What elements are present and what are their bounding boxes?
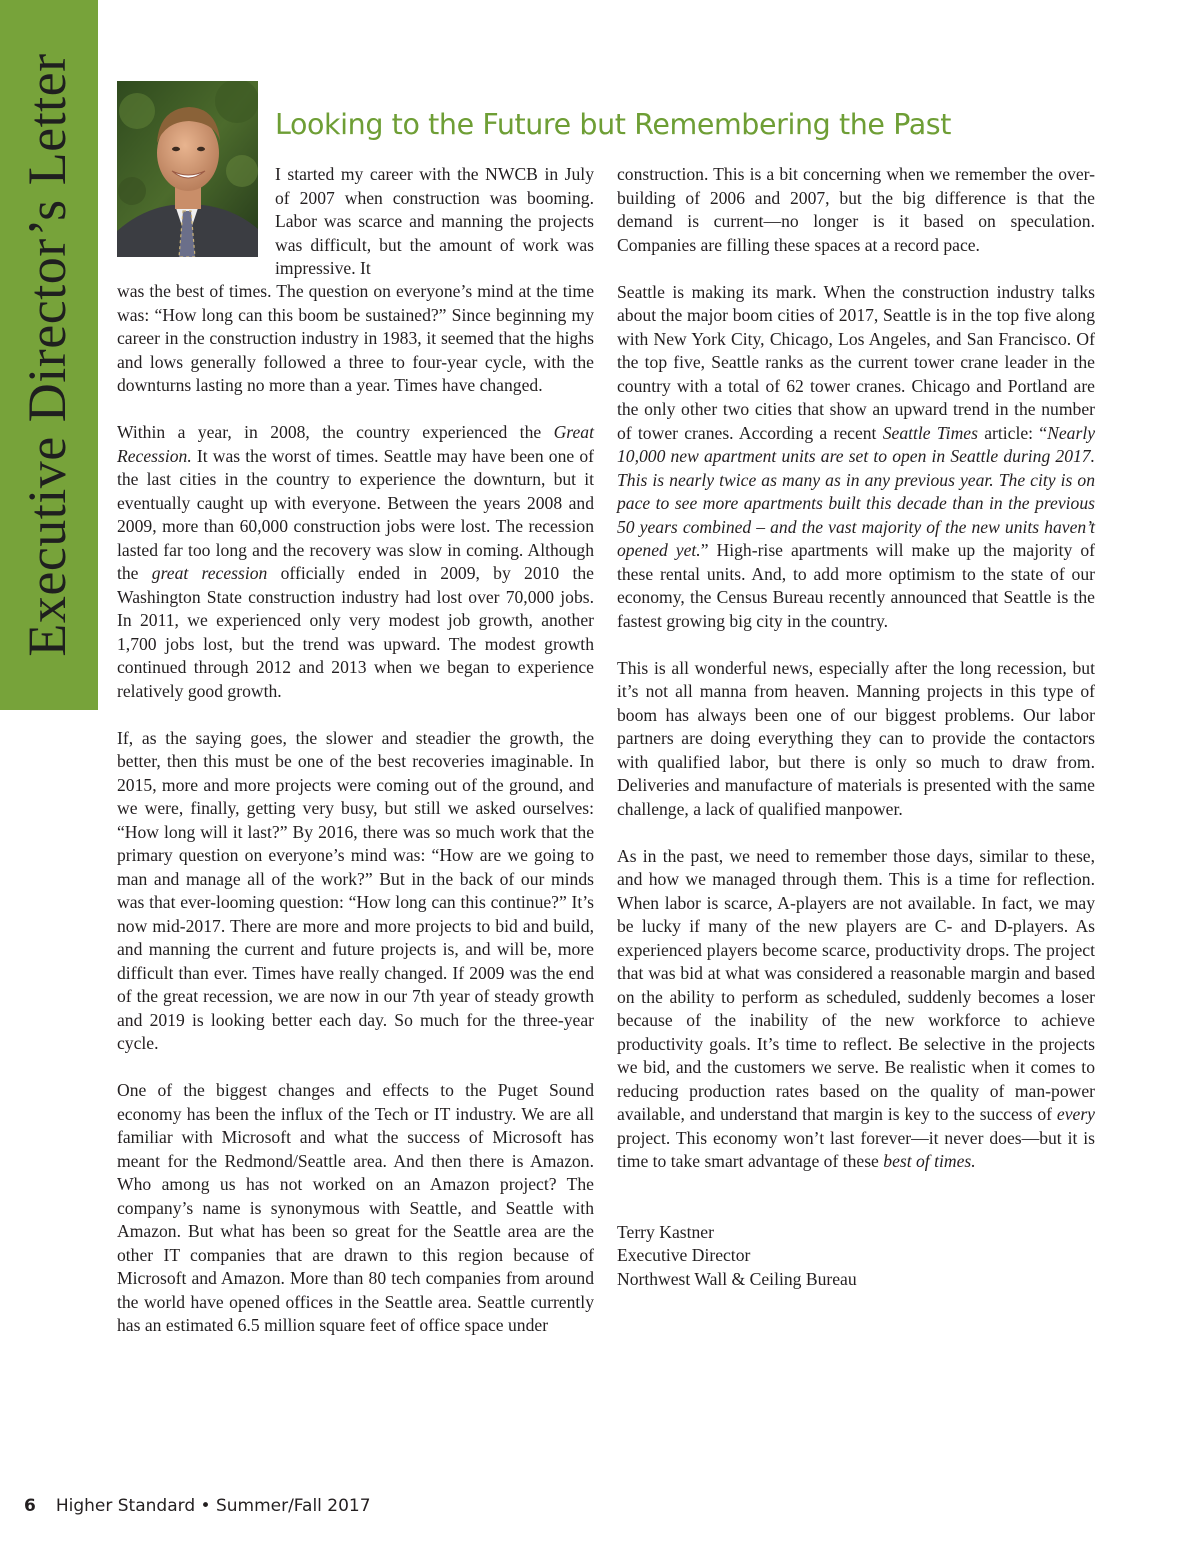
article-intro [275, 163, 594, 281]
author-photo [117, 81, 258, 257]
intro-paragraph: I started my career with the NWCB in July of 2007 when construction was booming. Labor was scarce and manning the projects was difficult, but the amount of work was impressive. It [275, 164, 594, 278]
page-number: 6 [24, 1496, 36, 1516]
paragraph: construction. This is a bit concerning when we remember the over-building of 2006 and 2007, but the big difference is that the demand is current—no longer is it based on speculation. Companies are filling these spaces at a record pace. [617, 164, 1095, 255]
section-banner [0, 0, 98, 710]
section-label: Executive Director’s Letter [17, 53, 77, 657]
right-column [617, 163, 1095, 1291]
page-footer [24, 1496, 371, 1516]
paragraph: Seattle is making its mark. When the construction industry talks about the major boom cities of 2017, Seattle is in the top five along with New York City, Chicago, Los Angeles, and San Francisco. Of the top five, Seattle ranks as the current tower crane leader in the country with a total of 62 tower cranes. Chicago and Portland are the only other two cities that show an upward trend in the number of tower cranes. According a recent Seattle Times article: “Nearly 10,000 new apartment units are set to open in Seattle during 2017. This is nearly twice as many as in any previous year. The city is on pace to see more apartments built this decade than in the previous 50 years combined – and the vast majority of the new units haven’t opened yet.” High-rise apartments will make up the majority of these rental units. And, to add more optimism to the state of our economy, the Census Bureau recently announced that Seattle is the fastest growing big city in the country. [617, 281, 1096, 631]
signature-role: Executive Director [617, 1245, 751, 1265]
left-column [117, 280, 594, 1338]
signature-org: Northwest Wall & Ceiling Bureau [617, 1268, 857, 1289]
paragraph: One of the biggest changes and effects to the Puget Sound economy has been the influx of the Tech or IT industry. We are all familiar with Microsoft and what the success of Microsoft has meant for the Redmond/Seattle area. And then there is Amazon. Who among us has not worked on an Amazon project? The company’s name is synonymous with Seattle, and Seattle with Amazon. But what has been so great for the Seattle area are the other IT companies that are drawn to this region because of Microsoft and Amazon. More than 80 tech companies from around the world have opened offices in the Seattle area. Seattle currently has an estimated 6.5 million square feet of office space under [117, 1080, 594, 1335]
publication-name: Higher Standard • Summer/Fall 2017 [55, 1496, 371, 1516]
paragraph: This is all wonderful news, especially after the long recession, but it’s not all manna from heaven. Manning projects in this type of boom has always been one of our biggest problems. Our labor partners are doing everything they can to provide the contactors with qualified labor, but there is only so much to draw from. Deliveries and manufacture of materials is presented with the same challenge, a lack of qualified manpower. [617, 657, 1095, 819]
signature-block [617, 1221, 1095, 1292]
signature-name: Terry Kastner [617, 1221, 714, 1242]
article-title: Looking to the Future but Remembering the Past [275, 108, 952, 141]
paragraph: was the best of times. The question on everyone’s mind at the time was: “How long can this boom be sustained?” Since beginning my career in the construction industry in 1983, it seemed that the highs and lows generally followed a three to four-year cycle, with the downturns lasting no more than a year. Times have changed. [117, 281, 594, 395]
paragraph: As in the past, we need to remember those days, similar to these, and how we managed through them. This is a time for reflection. When labor is scarce, A-players are not available. In fact, we may be lucky if many of the new players are C- and D-players. As experienced players become scarce, productivity drops. The project that was bid at what was considered a reasonable margin and based on the ability to perform as scheduled, suddenly becomes a loser because of the inability of the new workforce to achieve productivity goals. It’s time to reflect. Be selective in the projects we bid, and the customers we serve. Be realistic when it comes to reducing production rates based on the quality of man-power available, and understand that margin is key to the success of every project. This economy won’t last forever—it never does—but it is time to take smart advantage of these best of times. [617, 845, 1095, 1171]
paragraph: If, as the saying goes, the slower and steadier the growth, the better, then this must be one of the best recoveries imaginable. In 2015, more and more projects were coming out of the ground, and we were, finally, getting very busy, but still we asked ourselves: “How long will it last?” By 2016, there was so much work that the primary question on everyone’s mind was: “How are we going to man and manage all of the work?” But in the back of our minds was that ever-looming question: “How long can this continue?” It’s now mid-2017. There are more and more projects to bid and build, and manning the current and future projects is, and will be, more difficult than ever. Times have really changed. If 2009 was the end of the great recession, we are now in our 7th year of steady growth and 2019 is looking better each day. So much for the three-year cycle. [117, 727, 594, 1053]
paragraph: Within a year, in 2008, the country experienced the Great Recession. It was the worst of times. Seattle may have been one of the last cities in the country to experience the downturn, but it eventually caught up with everyone. Between the years 2008 and 2009, more than 60,000 construction jobs were lost. The recession lasted far too long and the recovery was slow in coming. Although the great recession officially ended in 2009, by 2010 the Washington State construction industry had lost over 70,000 jobs. In 2011, we experienced only very modest job growth, another 1,700 jobs lost, but the trend was upward. The modest growth continued through 2012 and 2013 when we began to experience relatively good growth. [117, 422, 594, 701]
